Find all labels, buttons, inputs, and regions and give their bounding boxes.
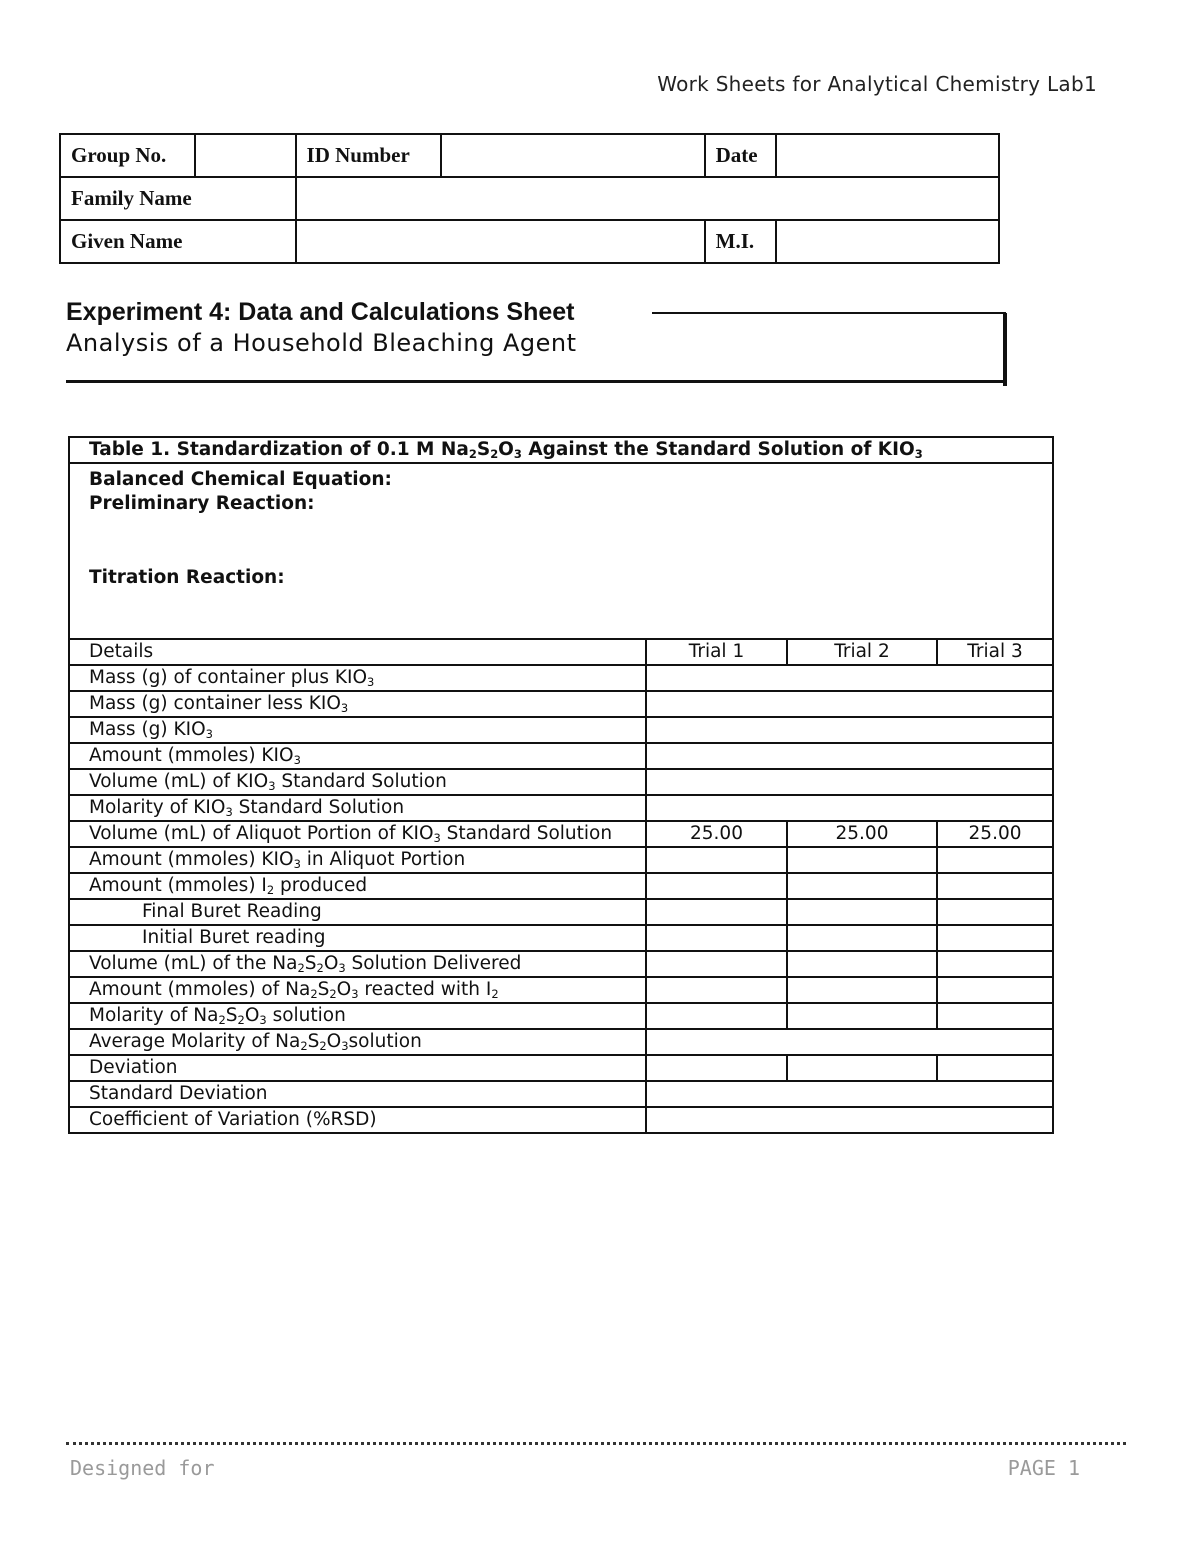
given-name-label: Given Name — [60, 220, 296, 263]
table-row — [69, 977, 1053, 1003]
value-cell[interactable] — [787, 847, 937, 873]
student-info-table — [59, 133, 1000, 264]
value-cell[interactable] — [787, 925, 937, 951]
row-label: Amount (mmoles) $KIO_3$ in Aliquot Portion — [69, 847, 646, 873]
table-row — [69, 795, 1053, 821]
title-block — [66, 298, 577, 357]
page-title: Experiment 4: Data and Calculations Sheet — [66, 298, 575, 326]
value-cell[interactable] — [646, 847, 787, 873]
given-name-field[interactable] — [296, 220, 705, 263]
row-label: Volume (mL) of the $Na_2S_2O_3$ Solution Delivered — [69, 951, 646, 977]
table-row — [69, 769, 1053, 795]
table-row — [69, 1003, 1053, 1029]
row-label: Final Buret Reading — [69, 899, 646, 925]
value-cell[interactable] — [787, 899, 937, 925]
value-cell[interactable] — [646, 951, 787, 977]
header-trial-2: Trial 2 — [787, 639, 937, 665]
row-label: Molarity of $Na_2S_2O_3$ solution — [69, 1003, 646, 1029]
row-label: Coefficient of Variation (%RSD) — [69, 1107, 646, 1133]
footer-divider — [66, 1442, 1126, 1445]
value-cell[interactable] — [787, 873, 937, 899]
value-cell[interactable] — [646, 691, 1053, 717]
value-cell[interactable] — [937, 1003, 1053, 1029]
value-cell[interactable] — [787, 1055, 937, 1081]
row-label: Amount (mmoles) $KIO_3$ — [69, 743, 646, 769]
value-cell[interactable] — [937, 847, 1053, 873]
table-row — [69, 1029, 1053, 1055]
equation-label: Balanced Chemical Equation: — [89, 469, 392, 490]
group-label: Group No. — [60, 134, 195, 177]
value-cell[interactable] — [646, 1055, 787, 1081]
table-row — [69, 743, 1053, 769]
row-label: Volume (mL) of Aliquot Portion of $KIO_3$ Standard Solution — [69, 821, 646, 847]
table-row — [69, 1081, 1053, 1107]
date-label: Date — [705, 134, 776, 177]
family-name-label: Family Name — [60, 177, 296, 220]
table-row — [69, 951, 1053, 977]
value-cell[interactable] — [937, 1055, 1053, 1081]
row-label: Standard Deviation — [69, 1081, 646, 1107]
titration-reaction-label: Titration Reaction: — [89, 567, 285, 588]
value-cell[interactable] — [646, 1029, 1053, 1055]
value-cell[interactable] — [646, 743, 1053, 769]
table-row — [69, 691, 1053, 717]
value-cell[interactable] — [646, 665, 1053, 691]
value-cell[interactable] — [787, 1003, 937, 1029]
family-name-field[interactable] — [296, 177, 999, 220]
id-number-field[interactable] — [441, 134, 704, 177]
title-rule-top — [652, 312, 1006, 314]
aliquot-trial-1: 25.00 — [646, 821, 787, 847]
value-cell[interactable] — [937, 925, 1053, 951]
row-label: Molarity of $KIO_3$ Standard Solution — [69, 795, 646, 821]
row-label: Amount (mmoles) $I_2$ produced — [69, 873, 646, 899]
id-number-label: ID Number — [296, 134, 442, 177]
row-label: Mass (g) $KIO_3$ — [69, 717, 646, 743]
group-field[interactable] — [195, 134, 296, 177]
middle-initial-label: M.I. — [705, 220, 776, 263]
value-cell[interactable] — [646, 795, 1053, 821]
row-label: Deviation — [69, 1055, 646, 1081]
value-cell[interactable] — [937, 873, 1053, 899]
page-subtitle: Analysis of a Household Bleaching Agent — [66, 329, 577, 357]
row-label: Mass (g) of container plus $KIO_3$ — [69, 665, 646, 691]
row-label: Mass (g) container less $KIO_3$ — [69, 691, 646, 717]
value-cell[interactable] — [646, 1107, 1053, 1133]
value-cell[interactable] — [937, 899, 1053, 925]
value-cell[interactable] — [646, 873, 787, 899]
row-label: Volume (mL) of $KIO_3$ Standard Solution — [69, 769, 646, 795]
title-rule-right — [1003, 313, 1007, 386]
table-row — [69, 665, 1053, 691]
value-cell[interactable] — [787, 977, 937, 1003]
header-trial-1: Trial 1 — [646, 639, 787, 665]
middle-initial-field[interactable] — [776, 220, 999, 263]
table-row — [69, 821, 1053, 847]
standardization-table — [68, 436, 1054, 1134]
aliquot-trial-3: 25.00 — [937, 821, 1053, 847]
value-cell[interactable] — [787, 951, 937, 977]
title-rule-bottom — [66, 380, 1006, 383]
date-field[interactable] — [776, 134, 999, 177]
row-label: Average Molarity of $Na_2S_2O_3solution$ — [69, 1029, 646, 1055]
table-row — [69, 873, 1053, 899]
aliquot-trial-2: 25.00 — [787, 821, 937, 847]
row-label: Amount (mmoles) of $Na_2S_2O_3$ reacted with $I_2$ — [69, 977, 646, 1003]
value-cell[interactable] — [646, 977, 787, 1003]
value-cell[interactable] — [646, 1081, 1053, 1107]
running-header: Work Sheets for Analytical Chemistry Lab1 — [657, 72, 1097, 96]
table-row — [69, 899, 1053, 925]
equation-area[interactable] — [69, 463, 1053, 639]
value-cell[interactable] — [646, 717, 1053, 743]
value-cell[interactable] — [646, 769, 1053, 795]
preliminary-reaction-label: Preliminary Reaction: — [89, 493, 315, 514]
footer-designed-for: Designed for — [70, 1456, 215, 1480]
table-row — [69, 1055, 1053, 1081]
value-cell[interactable] — [646, 925, 787, 951]
header-details: Details — [69, 639, 646, 665]
row-label: Initial Buret reading — [69, 925, 646, 951]
table-title: Table 1. Standardization of 0.1 M $Na_2S_2O_3$ Against the Standard Solution of $KIO_3$ — [69, 437, 1053, 463]
table-row — [69, 717, 1053, 743]
value-cell[interactable] — [646, 899, 787, 925]
table-row — [69, 925, 1053, 951]
table-row — [69, 847, 1053, 873]
header-trial-3: Trial 3 — [937, 639, 1053, 665]
page-number: PAGE 1 — [1007, 1456, 1080, 1480]
value-cell[interactable] — [937, 977, 1053, 1003]
value-cell[interactable] — [937, 951, 1053, 977]
value-cell[interactable] — [646, 1003, 787, 1029]
table-row — [69, 1107, 1053, 1133]
